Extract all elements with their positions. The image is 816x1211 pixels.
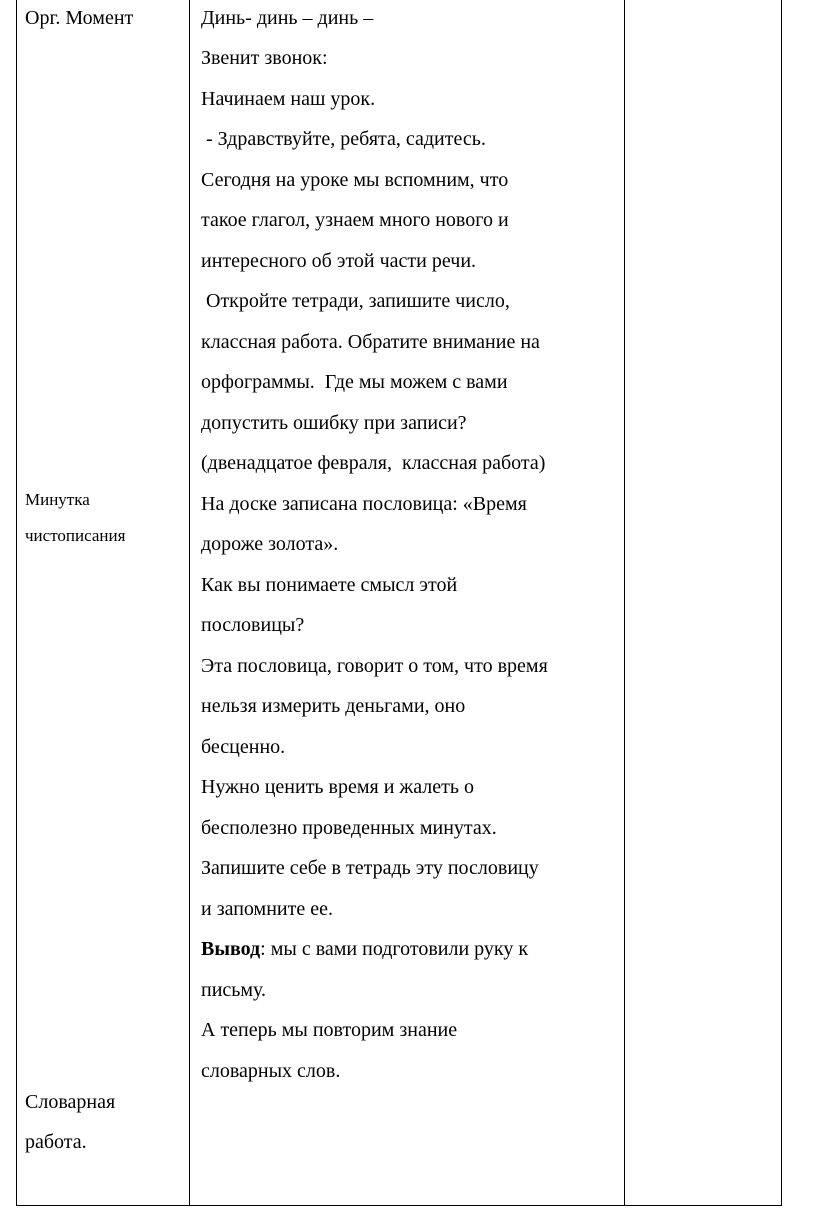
conclusion-line <box>201 929 528 969</box>
lesson-line: нельзя измерить деньгами, оно <box>201 695 466 717</box>
column-divider-2 <box>624 0 625 1205</box>
lesson-line: Сегодня на уроке мы вспомним, что <box>201 169 509 191</box>
lesson-line: пословицы? <box>201 614 305 636</box>
lesson-line: Как вы понимаете смысл этой <box>201 574 458 596</box>
lesson-line: допустить ошибку при записи? <box>201 412 467 434</box>
lesson-line: Запишите себе в тетрадь эту пословицу <box>201 857 539 879</box>
lesson-line: интересного об этой части речи. <box>201 250 477 272</box>
closing-line: А теперь мы повторим знание <box>201 1019 458 1041</box>
lesson-line: дороже золота». <box>201 533 339 555</box>
conclusion-label: Вывод <box>201 938 261 960</box>
lesson-line: Откройте тетради, запишите число, <box>201 290 510 312</box>
lesson-line: На доске записана пословица: «Время <box>201 493 527 515</box>
lesson-line: и запомните ее. <box>201 898 333 920</box>
stage-penmanship-line-1: Минутка <box>25 490 90 509</box>
lesson-table <box>16 0 782 1206</box>
closing-line: словарных слов. <box>201 1060 341 1082</box>
lesson-line: Динь- динь – динь – <box>201 7 374 29</box>
lesson-line: такое глагол, узнаем много нового и <box>201 209 509 231</box>
lesson-line: Нужно ценить время и жалеть о <box>201 776 475 798</box>
lesson-line: классная работа. Обратите внимание на <box>201 331 540 353</box>
conclusion-text: : мы с вами подготовили руку к <box>260 938 529 960</box>
stage-vocabulary-line-2: работа. <box>25 1131 87 1153</box>
stage-penmanship-line-2: чистописания <box>25 526 126 545</box>
lesson-line: Эта пословица, говорит о том, что время <box>201 655 548 677</box>
lesson-line: бесполезно проведенных минутах. <box>201 817 497 839</box>
lesson-line: Начинаем наш урок. <box>201 88 376 110</box>
column-divider-1 <box>189 0 190 1205</box>
lesson-line: орфограммы. Где мы можем с вами <box>201 371 508 393</box>
lesson-line: (двенадцатое февраля, классная работа) <box>201 452 546 474</box>
stage-org-moment: Орг. Момент <box>25 7 134 29</box>
lesson-line: Звенит звонок: <box>201 47 328 69</box>
lesson-line: бесценно. <box>201 736 286 758</box>
conclusion-line-2: письму. <box>201 979 267 1001</box>
lesson-line: - Здравствуйте, ребята, садитесь. <box>201 128 486 150</box>
stage-vocabulary-line-1: Словарная <box>25 1091 116 1113</box>
